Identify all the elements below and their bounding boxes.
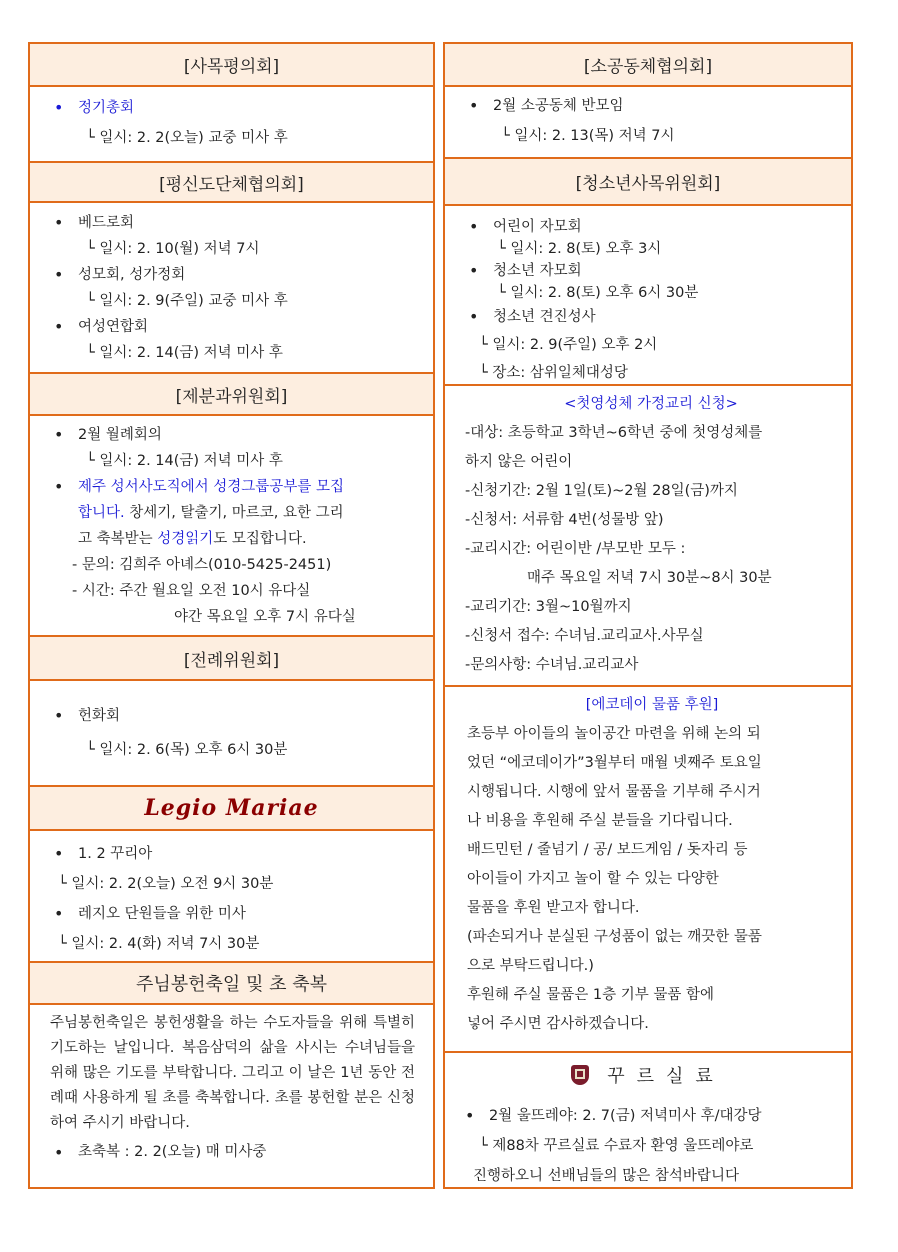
contact-line: - 문의: 김희주 아녜스(010-5425-2451): [72, 557, 332, 573]
presentation-text: 주님봉헌축일은 봉헌생활을 하는 수도자들을 위해 특별히 기도하는 날입니다. 복음삼덕의 삶을 사시는 수녀님들을 위해 많은 기도를 부탁합니다. 그리고 이 날은 1년 동안 전례때 사용하게 될 초를 축복합니다. 초를 봉헌할 분은 신청하여 주시기 바랍니다.: [50, 1015, 415, 1131]
communion-line: -교리시간: 어린이반 /부모반 모두 :: [465, 541, 686, 557]
list-item-sub: └ 일시: 2. 9(주일) 교중 미사 후: [86, 293, 288, 309]
list-item-sub: └ 일시: 2. 2(오늘) 교중 미사 후: [86, 130, 288, 146]
list-item-sub: └ 일시: 2. 14(금) 저녁 미사 후: [86, 345, 283, 361]
liturgy-committee-title: [전례위원회]: [183, 650, 280, 671]
mission-committee-body: [30, 416, 433, 637]
mission-committee-header: [30, 374, 433, 416]
list-item-sub: └ 일시: 2. 14(금) 저녁 미사 후: [86, 453, 283, 469]
communion-line: -교리기간: 3월~10월까지: [465, 599, 632, 615]
youth-committee-body: [445, 206, 851, 386]
list-item-sub: └ 일시: 2. 8(토) 오후 3시: [497, 241, 662, 257]
legio-mariae-title: Legio Mariae: [144, 795, 319, 821]
ecoday-line: 넣어 주시면 감사하겠습니다.: [467, 1016, 649, 1032]
bible-study-notice: 제주 성서사도직에서 성경그룹공부를 모집: [78, 479, 344, 495]
ecoday-line: 나 비용을 후원해 주실 분들을 기다립니다.: [467, 813, 733, 829]
list-item: • 정기총회: [50, 95, 419, 121]
ecoday-line: 으로 부탁드립니다.): [467, 958, 594, 974]
list-item-sub: └ 일시: 2. 10(월) 저녁 7시: [86, 241, 260, 257]
ecoday-line: 었던 “에코데이가”3월부터 매월 넷째주 토요일: [467, 755, 762, 771]
legio-mariae-header: [30, 787, 433, 831]
liturgy-committee-body: [30, 681, 433, 787]
ecoday-line: 아이들이 가지고 놀이 할 수 있는 다양한: [467, 871, 719, 887]
list-item: • 성모회, 성가정회: [50, 262, 419, 288]
ecoday-line: 시행됩니다. 시행에 앞서 물품을 기부해 주시거: [467, 784, 761, 800]
communion-line: -신청기간: 2월 1일(토)~2월 28일(금)까지: [465, 483, 738, 499]
right-column: [443, 42, 853, 1189]
cursillo-line: 진행하오니 선배님들의 많은 참석바랍니다: [473, 1168, 739, 1184]
bible-study-notice-end: 합니다.: [78, 505, 125, 521]
list-item: • 청소년 견진성사: [465, 304, 837, 330]
pastoral-council-body: [30, 87, 433, 163]
list-item: [50, 474, 419, 552]
list-item: • 여성연합회: [50, 314, 419, 340]
cursillo-body: [445, 1097, 851, 1191]
liturgy-committee-header: [30, 637, 433, 681]
list-item-sub: └ 일시: 2. 8(토) 오후 6시 30분: [497, 285, 699, 301]
bible-text: 고 축복받는: [78, 531, 158, 547]
bible-reading: 성경읽기: [157, 531, 214, 547]
communion-line: -신청서: 서류함 4번(성물방 앞): [465, 512, 664, 528]
laity-council-header: [30, 163, 433, 203]
list-item: • 초축복 : 2. 2(오늘) 매 미사중: [50, 1140, 415, 1165]
pastoral-council-header: [30, 44, 433, 87]
laity-council-title: [평신도단체협의회]: [159, 174, 304, 195]
bible-books: 창세기, 탈출기, 마르코, 요한 그리: [124, 505, 344, 521]
bible-text-end: 도 모집합니다.: [213, 531, 307, 547]
communion-line: 하지 않은 어린이: [465, 454, 573, 470]
mission-committee-title: [제분과위원회]: [175, 386, 288, 407]
list-item-sub: └ 일시: 2. 13(목) 저녁 7시: [501, 128, 675, 144]
legio-mariae-body: [30, 831, 433, 963]
list-item-sub: └ 일시: 2. 9(주일) 오후 2시: [479, 337, 658, 353]
cursillo-title: 꾸르실료: [607, 1066, 725, 1087]
time-line-2: 야간 목요일 오후 7시 유다실: [174, 609, 356, 625]
community-council-title: [소공동체협의회]: [583, 57, 713, 77]
community-council-header: [445, 44, 851, 87]
list-item-sub: └ 일시: 2. 4(화) 저녁 7시 30분: [58, 936, 260, 952]
ecoday-title: [에코데이 물품 후원]: [585, 697, 719, 713]
list-item: • 1. 2 꾸리아: [50, 839, 419, 869]
communion-line: -신청서 접수: 수녀님.교리교사.사무실: [465, 628, 704, 644]
laity-council-body: [30, 203, 433, 374]
time-line: - 시간: 주간 월요일 오전 10시 유다실: [72, 583, 311, 599]
pastoral-council-title: [사목평의회]: [183, 57, 280, 77]
first-communion-title: <첫영성체 가정교리 신청>: [564, 396, 738, 412]
ecoday-line: 물품을 후원 받고자 합니다.: [467, 900, 640, 916]
left-column: [28, 42, 435, 1189]
list-item: • 레지오 단원들을 위한 미사: [50, 899, 419, 929]
youth-committee-title: [청소년사목위원회]: [575, 174, 721, 194]
communion-line: -문의사항: 수녀님.교리교사: [465, 657, 639, 673]
communion-line: -대상: 초등학교 3학년~6학년 중에 첫영성체를: [465, 425, 763, 441]
list-item: • 2월 월례회의: [50, 422, 419, 448]
ecoday-line: 배드민턴 / 줄넘기 / 공/ 보드게임 / 돗자리 등: [467, 842, 748, 858]
community-council-body: [445, 87, 851, 159]
ecoday-line: (파손되거나 분실된 구성품이 없는 깨끗한 물품: [467, 929, 762, 945]
ecoday-line: 초등부 아이들의 놀이공간 마련을 위해 논의 되: [467, 726, 761, 742]
youth-committee-header: [445, 159, 851, 206]
first-communion-body: [445, 386, 851, 687]
list-item: • 어린이 자모회: [465, 216, 837, 238]
list-item: • 2월 소공동체 반모임: [465, 93, 837, 119]
list-item-sub: └ 장소: 삼위일체대성당: [479, 365, 628, 381]
presentation-body: [30, 1005, 433, 1165]
ecoday-line: 후원해 주실 물품은 1층 기부 물품 함에: [467, 987, 714, 1003]
list-item: • 2월 울뜨레야: 2. 7(금) 저녁미사 후/대강당: [461, 1101, 841, 1131]
list-item: • 헌화회: [50, 703, 419, 729]
cursillo-header: [445, 1053, 851, 1097]
cursillo-crest-icon: [571, 1065, 589, 1085]
ecoday-body: [445, 687, 851, 1053]
communion-line: 매주 목요일 저녁 7시 30분~8시 30분: [527, 570, 772, 586]
cursillo-line: └ 제88차 꾸르실료 수료자 환영 울뜨레야로: [479, 1138, 754, 1154]
list-item: • 베드로회: [50, 210, 419, 236]
list-item-sub: └ 일시: 2. 6(목) 오후 6시 30분: [86, 742, 288, 758]
presentation-title: 주님봉헌축일 및 초 축복: [135, 974, 328, 995]
list-item-sub: └ 일시: 2. 2(오늘) 오전 9시 30분: [58, 876, 274, 892]
presentation-header: [30, 963, 433, 1005]
list-item: • 청소년 자모회: [465, 260, 837, 282]
